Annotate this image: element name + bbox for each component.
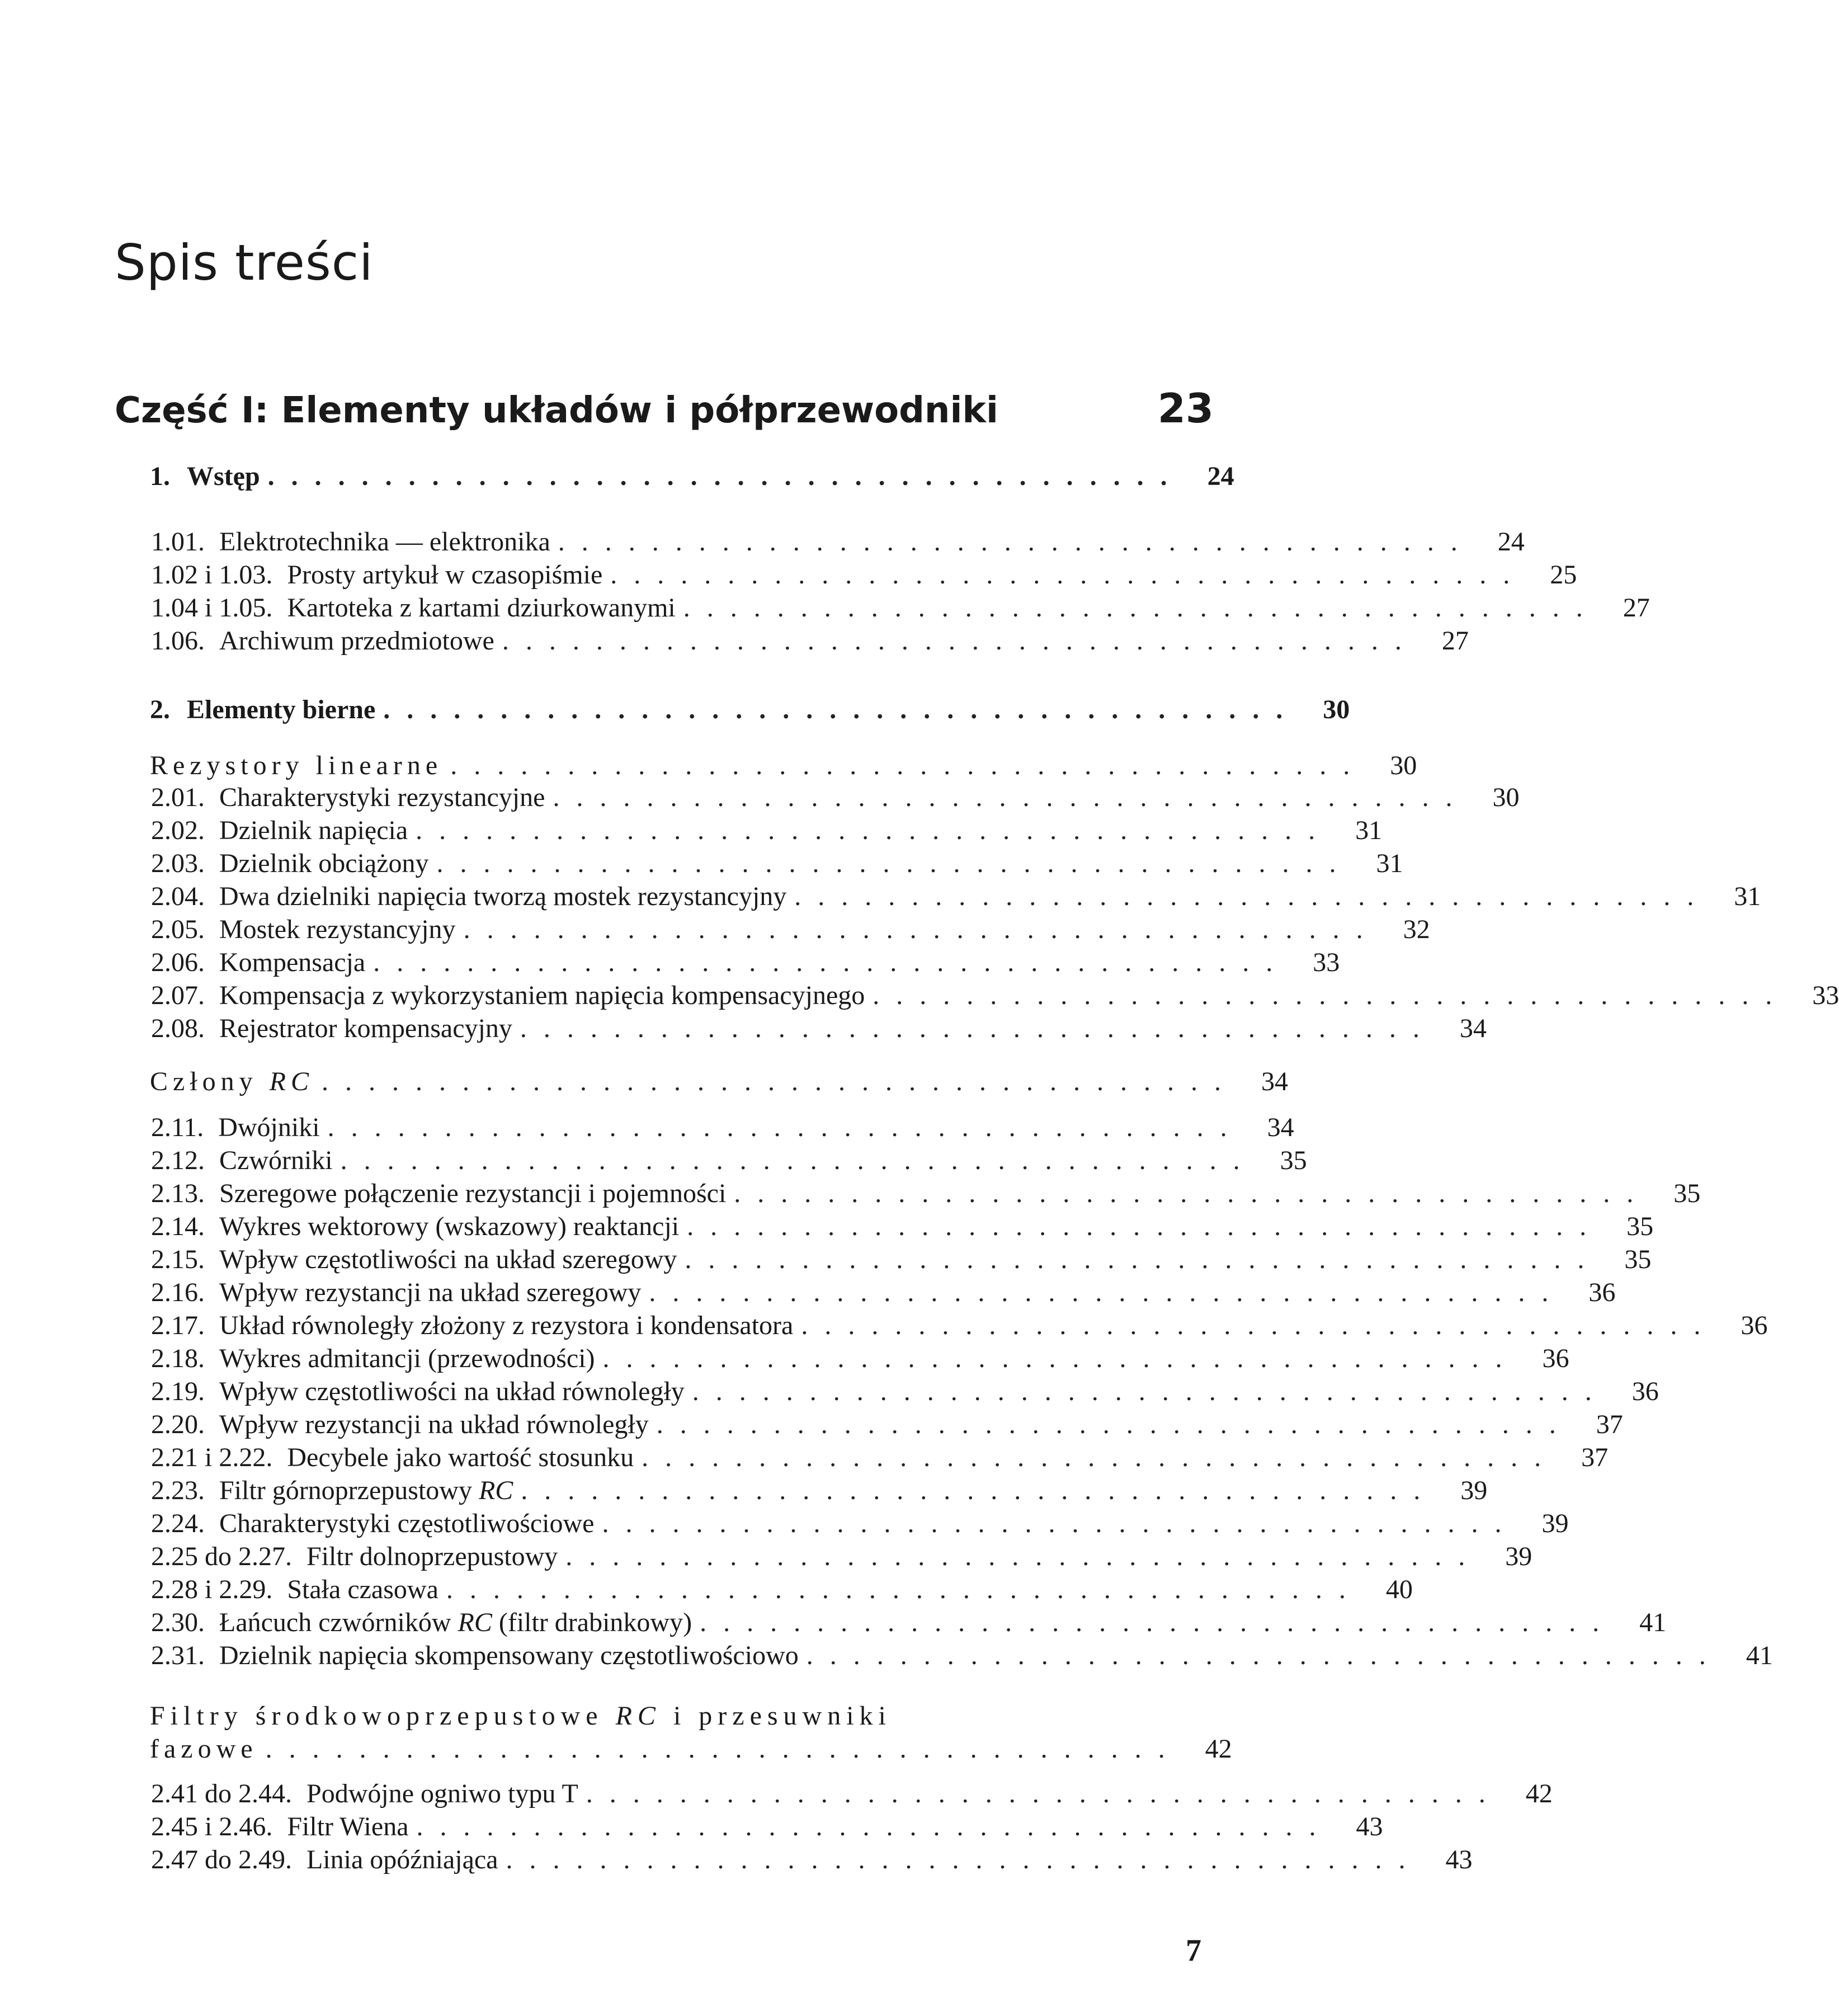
- entry-title: Podwójne ogniwo typu T: [306, 1779, 578, 1808]
- toc-entry-2-25[interactable]: [151, 1542, 1532, 1571]
- leader-dots: .......................................: [265, 1734, 1182, 1764]
- entry-number: 1.04 i 1.05.: [151, 593, 280, 623]
- entry-page: 25: [1550, 560, 1577, 590]
- entry-page: 37: [1596, 1410, 1623, 1439]
- entry-title: Układ równoległy złożony z rezystora i kondensatora: [219, 1311, 794, 1340]
- entry-title: Decybele jako wartość stosunku: [287, 1443, 634, 1472]
- entry-title: Dzielnik obciążony: [219, 849, 429, 878]
- entry-page: 35: [1280, 1146, 1307, 1175]
- leader-dots: .......................................: [586, 1779, 1502, 1808]
- entry-number: 2.28 i 2.29.: [151, 1575, 280, 1604]
- subsection-title-part2: i przesuwniki: [661, 1701, 892, 1731]
- leader-dots: .......................................: [558, 527, 1474, 557]
- subsection-title-line2: fazowe: [150, 1734, 258, 1764]
- entry-number: 1.01.: [151, 527, 211, 557]
- toc-entry-2-20[interactable]: [151, 1410, 1623, 1439]
- entry-title: Linia opóźniająca: [306, 1845, 498, 1874]
- entry-page: 35: [1626, 1212, 1654, 1241]
- leader-dots: .......................................: [649, 1278, 1565, 1307]
- entry-title: Wpływ częstotliwości na układ równoległy: [219, 1377, 685, 1406]
- entry-title: Archiwum przedmiotowe: [219, 626, 494, 656]
- entry-page: 43: [1445, 1845, 1473, 1874]
- entry-number: 2.13.: [151, 1179, 211, 1208]
- entry-title: Wpływ rezystancji na układ szeregowy: [219, 1278, 642, 1307]
- leader-dots: .......................................: [502, 626, 1418, 656]
- leader-dots: .......................................: [416, 1812, 1333, 1841]
- entry-page: 41: [1639, 1608, 1667, 1637]
- chapter-number: 2.: [150, 695, 177, 724]
- chapter-title: Elementy bierne: [187, 695, 376, 724]
- leader-dots: .......................................: [687, 1212, 1604, 1241]
- entry-title: Łańcuch czwórników: [219, 1608, 458, 1637]
- leader-dots: .......................................: [373, 948, 1290, 977]
- entry-title: Filtr Wiena: [287, 1812, 409, 1841]
- entry-page: 36: [1631, 1377, 1659, 1406]
- toc-entry-2-17[interactable]: [151, 1311, 1768, 1340]
- subsection-title: Człony: [150, 1067, 258, 1096]
- entry-number: 2.03.: [151, 849, 211, 878]
- subsection-filters-line2[interactable]: [150, 1734, 1232, 1764]
- leader-dots: .......................................: [322, 1067, 1238, 1096]
- leader-dots: .......................................: [801, 1311, 1718, 1340]
- leader-dots: .......................................: [553, 783, 1469, 812]
- entry-number: 2.19.: [151, 1377, 211, 1406]
- entry-page: 34: [1267, 1113, 1294, 1142]
- leader-dots: .......................................: [436, 849, 1353, 878]
- leader-dots: .......................................: [602, 1509, 1519, 1538]
- leader-dots: .......................................: [340, 1146, 1257, 1175]
- entry-number: 2.01.: [151, 783, 211, 812]
- leader-dots: .......................................: [416, 816, 1332, 845]
- entry-title: Rejestrator kompensacyjny: [219, 1014, 512, 1043]
- entry-title: Kompensacja: [219, 948, 366, 977]
- entry-page: 37: [1581, 1443, 1609, 1472]
- toc-entry-2-06[interactable]: [151, 948, 1340, 977]
- entry-number: 2.05.: [151, 915, 211, 944]
- subsection-title-italic: RC: [269, 1067, 314, 1096]
- entry-number: 2.07.: [151, 981, 211, 1010]
- entry-title: Wykres admitancji (przewodności): [219, 1344, 595, 1373]
- entry-number: 2.23.: [151, 1476, 211, 1505]
- subsection-page: 42: [1205, 1734, 1232, 1764]
- toc-entry-2-19[interactable]: [151, 1377, 1659, 1406]
- subsection-page: 34: [1261, 1067, 1288, 1096]
- entry-page: 30: [1492, 783, 1520, 812]
- entry-number: 2.31.: [151, 1641, 211, 1670]
- subsection-filters-line1[interactable]: [150, 1701, 892, 1731]
- entry-title: Mostek rezystancyjny: [219, 915, 456, 944]
- leader-dots: .......................................: [450, 751, 1367, 780]
- chapter-2-entry[interactable]: [150, 695, 1350, 724]
- entry-number: 2.20.: [151, 1410, 211, 1439]
- entry-number: 2.30.: [151, 1608, 211, 1637]
- entry-page: 31: [1734, 882, 1761, 911]
- toc-entry-2-13[interactable]: [151, 1179, 1701, 1208]
- entry-title-after: (filtr drabinkowy): [492, 1608, 692, 1637]
- entry-number: 2.17.: [151, 1311, 211, 1340]
- leader-dots: .......................................: [685, 1245, 1601, 1274]
- leader-dots: .......................................: [506, 1845, 1422, 1874]
- page-number: 7: [1186, 1933, 1201, 1968]
- entry-number: 1.06.: [151, 626, 211, 656]
- entry-title: Charakterystyki częstotliwościowe: [219, 1509, 595, 1538]
- toc-entry-1-04[interactable]: [151, 593, 1650, 623]
- leader-dots: .......................................: [794, 882, 1711, 911]
- entry-title: Elektrotechnika — elektronika: [219, 527, 550, 557]
- entry-number: 2.21 i 2.22.: [151, 1443, 280, 1472]
- entry-number: 2.47 do 2.49.: [151, 1845, 299, 1874]
- toc-entry-2-30[interactable]: [151, 1608, 1667, 1637]
- leader-dots: .......................................: [873, 981, 1789, 1010]
- leader-dots: .......................................: [683, 593, 1600, 623]
- entry-page: 31: [1355, 816, 1383, 845]
- entry-number: 1.02 i 1.03.: [151, 560, 280, 590]
- entry-number: 2.04.: [151, 882, 211, 911]
- entry-page: 24: [1497, 527, 1525, 557]
- leader-dots: .......................................: [700, 1608, 1616, 1637]
- entry-title: Kompensacja z wykorzystaniem napięcia kompensacyjnego: [219, 981, 865, 1010]
- entry-page: 35: [1624, 1245, 1652, 1274]
- entry-page: 27: [1623, 593, 1650, 623]
- toc-entry-2-16[interactable]: [151, 1278, 1616, 1307]
- chapter-title: Wstęp: [187, 461, 260, 491]
- subsection-page: 30: [1390, 751, 1417, 780]
- toc-entry-1-02[interactable]: [151, 560, 1577, 590]
- entry-page: 27: [1441, 626, 1469, 656]
- entry-title: Wpływ częstotliwości na układ szeregowy: [219, 1245, 677, 1274]
- toc-entry-2-24[interactable]: [151, 1509, 1569, 1538]
- leader-dots: .......................................: [642, 1443, 1558, 1472]
- leader-dots: .......................................: [602, 1344, 1519, 1373]
- entry-number: 2.18.: [151, 1344, 211, 1373]
- entry-title: Wykres wektorowy (wskazowy) reaktancji: [219, 1212, 680, 1241]
- toc-entry-2-47[interactable]: [151, 1845, 1473, 1874]
- toc-entry-2-07[interactable]: [151, 981, 1839, 1010]
- entry-title: Dzielnik napięcia skompensowany częstotliwościowo: [219, 1641, 799, 1670]
- subsection-title-italic: RC: [615, 1701, 661, 1731]
- entry-number: 2.45 i 2.46.: [151, 1812, 280, 1841]
- toc-entry-2-14[interactable]: [151, 1212, 1654, 1241]
- entry-title-italic: RC: [478, 1476, 513, 1505]
- entry-title-italic: RC: [458, 1608, 492, 1637]
- entry-number: 2.14.: [151, 1212, 211, 1241]
- entry-title: Kartoteka z kartami dziurkowanymi: [287, 593, 676, 623]
- toc-entry-2-15[interactable]: [151, 1245, 1652, 1274]
- part-heading[interactable]: [115, 385, 1214, 432]
- toc-entry-2-41[interactable]: [151, 1779, 1553, 1808]
- entry-title: Filtr dolnoprzepustowy: [306, 1542, 558, 1571]
- toc-entry-2-28[interactable]: [151, 1575, 1413, 1604]
- leader-dots: .......................................: [267, 461, 1184, 491]
- leader-dots: .......................................: [463, 915, 1380, 944]
- toc-entry-2-04[interactable]: [151, 882, 1761, 911]
- entry-page: 39: [1541, 1509, 1569, 1538]
- leader-dots: .......................................: [446, 1575, 1362, 1604]
- entry-page: 42: [1525, 1779, 1553, 1808]
- subsection-title-part1: Filtry środkowoprzepustowe: [150, 1701, 616, 1731]
- entry-title: Czwórniki: [219, 1146, 333, 1175]
- toc-entry-2-05[interactable]: [151, 915, 1430, 944]
- entry-number: 2.12.: [151, 1146, 211, 1175]
- entry-page: 33: [1313, 948, 1340, 977]
- entry-number: 2.06.: [151, 948, 211, 977]
- entry-page: 40: [1385, 1575, 1413, 1604]
- entry-title: Dwójniki: [218, 1113, 320, 1142]
- toc-entry-2-03[interactable]: [151, 849, 1403, 878]
- entry-page: 34: [1459, 1014, 1487, 1043]
- toc-entry-2-31[interactable]: [151, 1641, 1773, 1670]
- chapter-number: 1.: [150, 461, 177, 491]
- entry-page: 39: [1460, 1476, 1488, 1505]
- entry-page: 41: [1746, 1641, 1773, 1670]
- entry-page: 35: [1673, 1179, 1701, 1208]
- entry-number: 2.25 do 2.27.: [151, 1542, 299, 1571]
- entry-title: Wpływ rezystancji na układ równoległy: [219, 1410, 649, 1439]
- chapter-page: 24: [1207, 461, 1234, 491]
- leader-dots: .......................................: [520, 1014, 1436, 1043]
- chapter-page: 30: [1323, 695, 1350, 724]
- entry-page: 39: [1505, 1542, 1532, 1571]
- entry-title: Prosty artykuł w czasopiśmie: [287, 560, 603, 590]
- leader-dots: .......................................: [327, 1113, 1244, 1142]
- leader-dots: .......................................: [692, 1377, 1609, 1406]
- entry-page: 43: [1356, 1812, 1383, 1841]
- leader-dots: .......................................: [734, 1179, 1651, 1208]
- entry-title: Filtr górnoprzepustowy: [219, 1476, 479, 1505]
- toc-entry-2-08[interactable]: [151, 1014, 1487, 1043]
- toc-entry-2-02[interactable]: [151, 816, 1383, 845]
- toc-entry-2-12[interactable]: [151, 1146, 1307, 1175]
- entry-title: Stała czasowa: [287, 1575, 438, 1604]
- entry-title: Dwa dzielniki napięcia tworzą mostek rezystancyjny: [219, 882, 787, 911]
- leader-dots: .......................................: [610, 560, 1527, 590]
- entry-number: 2.02.: [151, 816, 211, 845]
- entry-number: 2.24.: [151, 1509, 211, 1538]
- leader-dots: .......................................: [806, 1641, 1723, 1670]
- subsection-rc[interactable]: [150, 1067, 1288, 1096]
- leader-dots: .......................................: [521, 1476, 1437, 1505]
- entry-page: 36: [1588, 1278, 1616, 1307]
- leader-dots: .......................................: [565, 1542, 1482, 1571]
- toc-entry-1-06[interactable]: [151, 626, 1469, 656]
- chapter-1-entry[interactable]: [150, 461, 1234, 491]
- part-page: 23: [1157, 385, 1214, 432]
- leader-dots: .......................................: [656, 1410, 1573, 1439]
- entry-number: 2.15.: [151, 1245, 211, 1274]
- toc-entry-2-45[interactable]: [151, 1812, 1383, 1841]
- entry-page: 33: [1812, 981, 1839, 1010]
- toc-entry-2-18[interactable]: [151, 1344, 1569, 1373]
- subsection-title: Rezystory linearne: [150, 751, 443, 780]
- entry-title: Dzielnik napięcia: [219, 816, 408, 845]
- entry-number: 2.41 do 2.44.: [151, 1779, 299, 1808]
- entry-page: 32: [1403, 915, 1430, 944]
- entry-title: Szeregowe połączenie rezystancji i pojemności: [219, 1179, 727, 1208]
- entry-number: 2.16.: [151, 1278, 211, 1307]
- subsection-resistors[interactable]: [150, 751, 1417, 780]
- page-title: Spis treści: [115, 234, 374, 291]
- toc-entry-2-21[interactable]: [151, 1443, 1609, 1472]
- part-title: Część I: Elementy układów i półprzewodniki: [115, 390, 998, 431]
- entry-number: 2.08.: [151, 1014, 211, 1043]
- entry-page: 36: [1741, 1311, 1768, 1340]
- toc-entry-2-01[interactable]: [151, 783, 1520, 812]
- toc-entry-2-11[interactable]: [151, 1113, 1294, 1142]
- entry-page: 36: [1542, 1344, 1569, 1373]
- leader-dots: .......................................: [383, 695, 1300, 724]
- toc-entry-2-23[interactable]: [151, 1476, 1488, 1505]
- toc-entry-1-01[interactable]: [151, 527, 1525, 557]
- entry-title: Charakterystyki rezystancyjne: [219, 783, 545, 812]
- entry-page: 31: [1376, 849, 1403, 878]
- entry-number: 2.11.: [151, 1113, 211, 1142]
